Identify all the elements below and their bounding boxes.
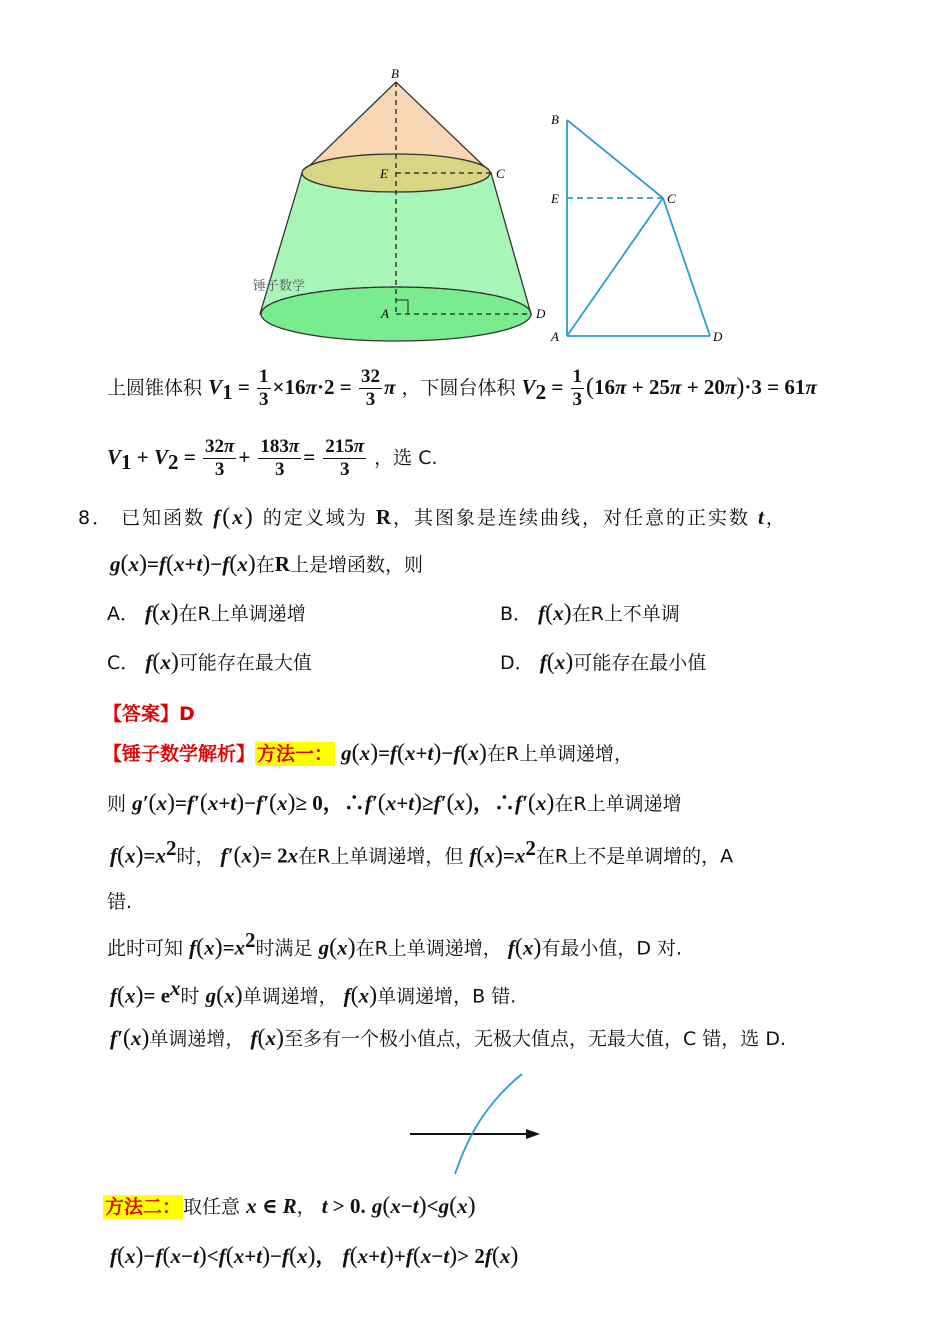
derivative-sketch xyxy=(400,1070,550,1180)
analysis-line-4: 错. xyxy=(107,891,133,913)
sec-label-B: B xyxy=(551,112,559,127)
analysis-line-2: 则 g′(x)=f′(x+t)−f′(x)≥ 0，∴f′(x+t)≥f′(x)，∴f′(x)在R上单调递增 xyxy=(107,790,682,816)
sec-label-E: E xyxy=(551,191,559,206)
label-C: C xyxy=(496,166,505,181)
analysis-line-1: 【锤子数学解析】 方法一： g(x)=f(x+t)−f(x)在R上单调递增， xyxy=(103,740,634,766)
sec-label-D: D xyxy=(713,329,723,344)
question-stem-line-2: g(x)=f(x+t)−f(x)在R上是增函数，则 xyxy=(110,551,423,577)
question-stem-line-1: 8． 已知函数 f(x) 的定义域为 R，其图象是连续曲线，对任意的正实数 t， xyxy=(78,504,787,530)
option-B: B． f(x)在R上不单调 xyxy=(500,600,680,626)
method-2-line-1: 方法二： 取任意 x ∈ R， t > 0. g(x−t)<g(x) xyxy=(105,1193,476,1219)
option-A: A． f(x)在R上单调递增 xyxy=(107,600,306,626)
watermark: 锤子数学 xyxy=(253,279,306,294)
analysis-line-6: $f(x)= e^x$时 g(x)单调递增， f(x)单调递增，B 错. xyxy=(110,976,517,1009)
label-E: E xyxy=(380,166,388,181)
method-2-line-2: f(x)−f(x−t)<f(x+t)−f(x)， f(x+t)+f(x−t)> 2f(x) xyxy=(110,1243,519,1269)
volume-line-1: 上圆锥体积 $V_1$ = $\frac{1}{3}$ ×16π·2 = $\frac{32}{3}$ π ，下圆台体积 $V_2$ = $\frac{1}{3}$ (16π + 25π + 20π)·3 = 61π xyxy=(107,366,817,410)
cross-section-figure xyxy=(545,108,735,348)
option-C: C． f(x)可能存在最大值 xyxy=(107,649,312,675)
frustum-cone-figure xyxy=(248,62,548,352)
method-1-tag: 方法一： xyxy=(257,743,334,765)
method-2-tag: 方法二： xyxy=(105,1196,182,1218)
label-D: D xyxy=(536,306,546,321)
sec-label-C: C xyxy=(667,191,676,206)
answer-label: 【答案】D xyxy=(103,703,195,725)
volume-line-2: $V_1 + V_2$ = $\frac{32\pi}{3}$ + $\frac{183\pi}{3}$ = $\frac{215\pi}{3}$ ，选 C. xyxy=(107,436,438,480)
label-B: B xyxy=(391,66,399,81)
option-D: D． f(x)可能存在最小值 xyxy=(500,649,707,675)
analysis-line-3: $f(x)=x^2$时， f′(x)= 2x在R上单调递增，但 $f(x)=x^2$在R上不是单调增的，A xyxy=(110,836,734,869)
label-A: A xyxy=(381,306,389,321)
analysis-line-7: f′(x)单调递增， f(x)至多有一个极小值点，无极大值点，无最大值，C 错，选 D. xyxy=(110,1025,786,1051)
analysis-line-5: 此时可知 $f(x)=x^2$时满足 g(x)在R上单调递增， f(x)有最小值，D 对. xyxy=(107,928,683,961)
sec-label-A: A xyxy=(551,329,559,344)
